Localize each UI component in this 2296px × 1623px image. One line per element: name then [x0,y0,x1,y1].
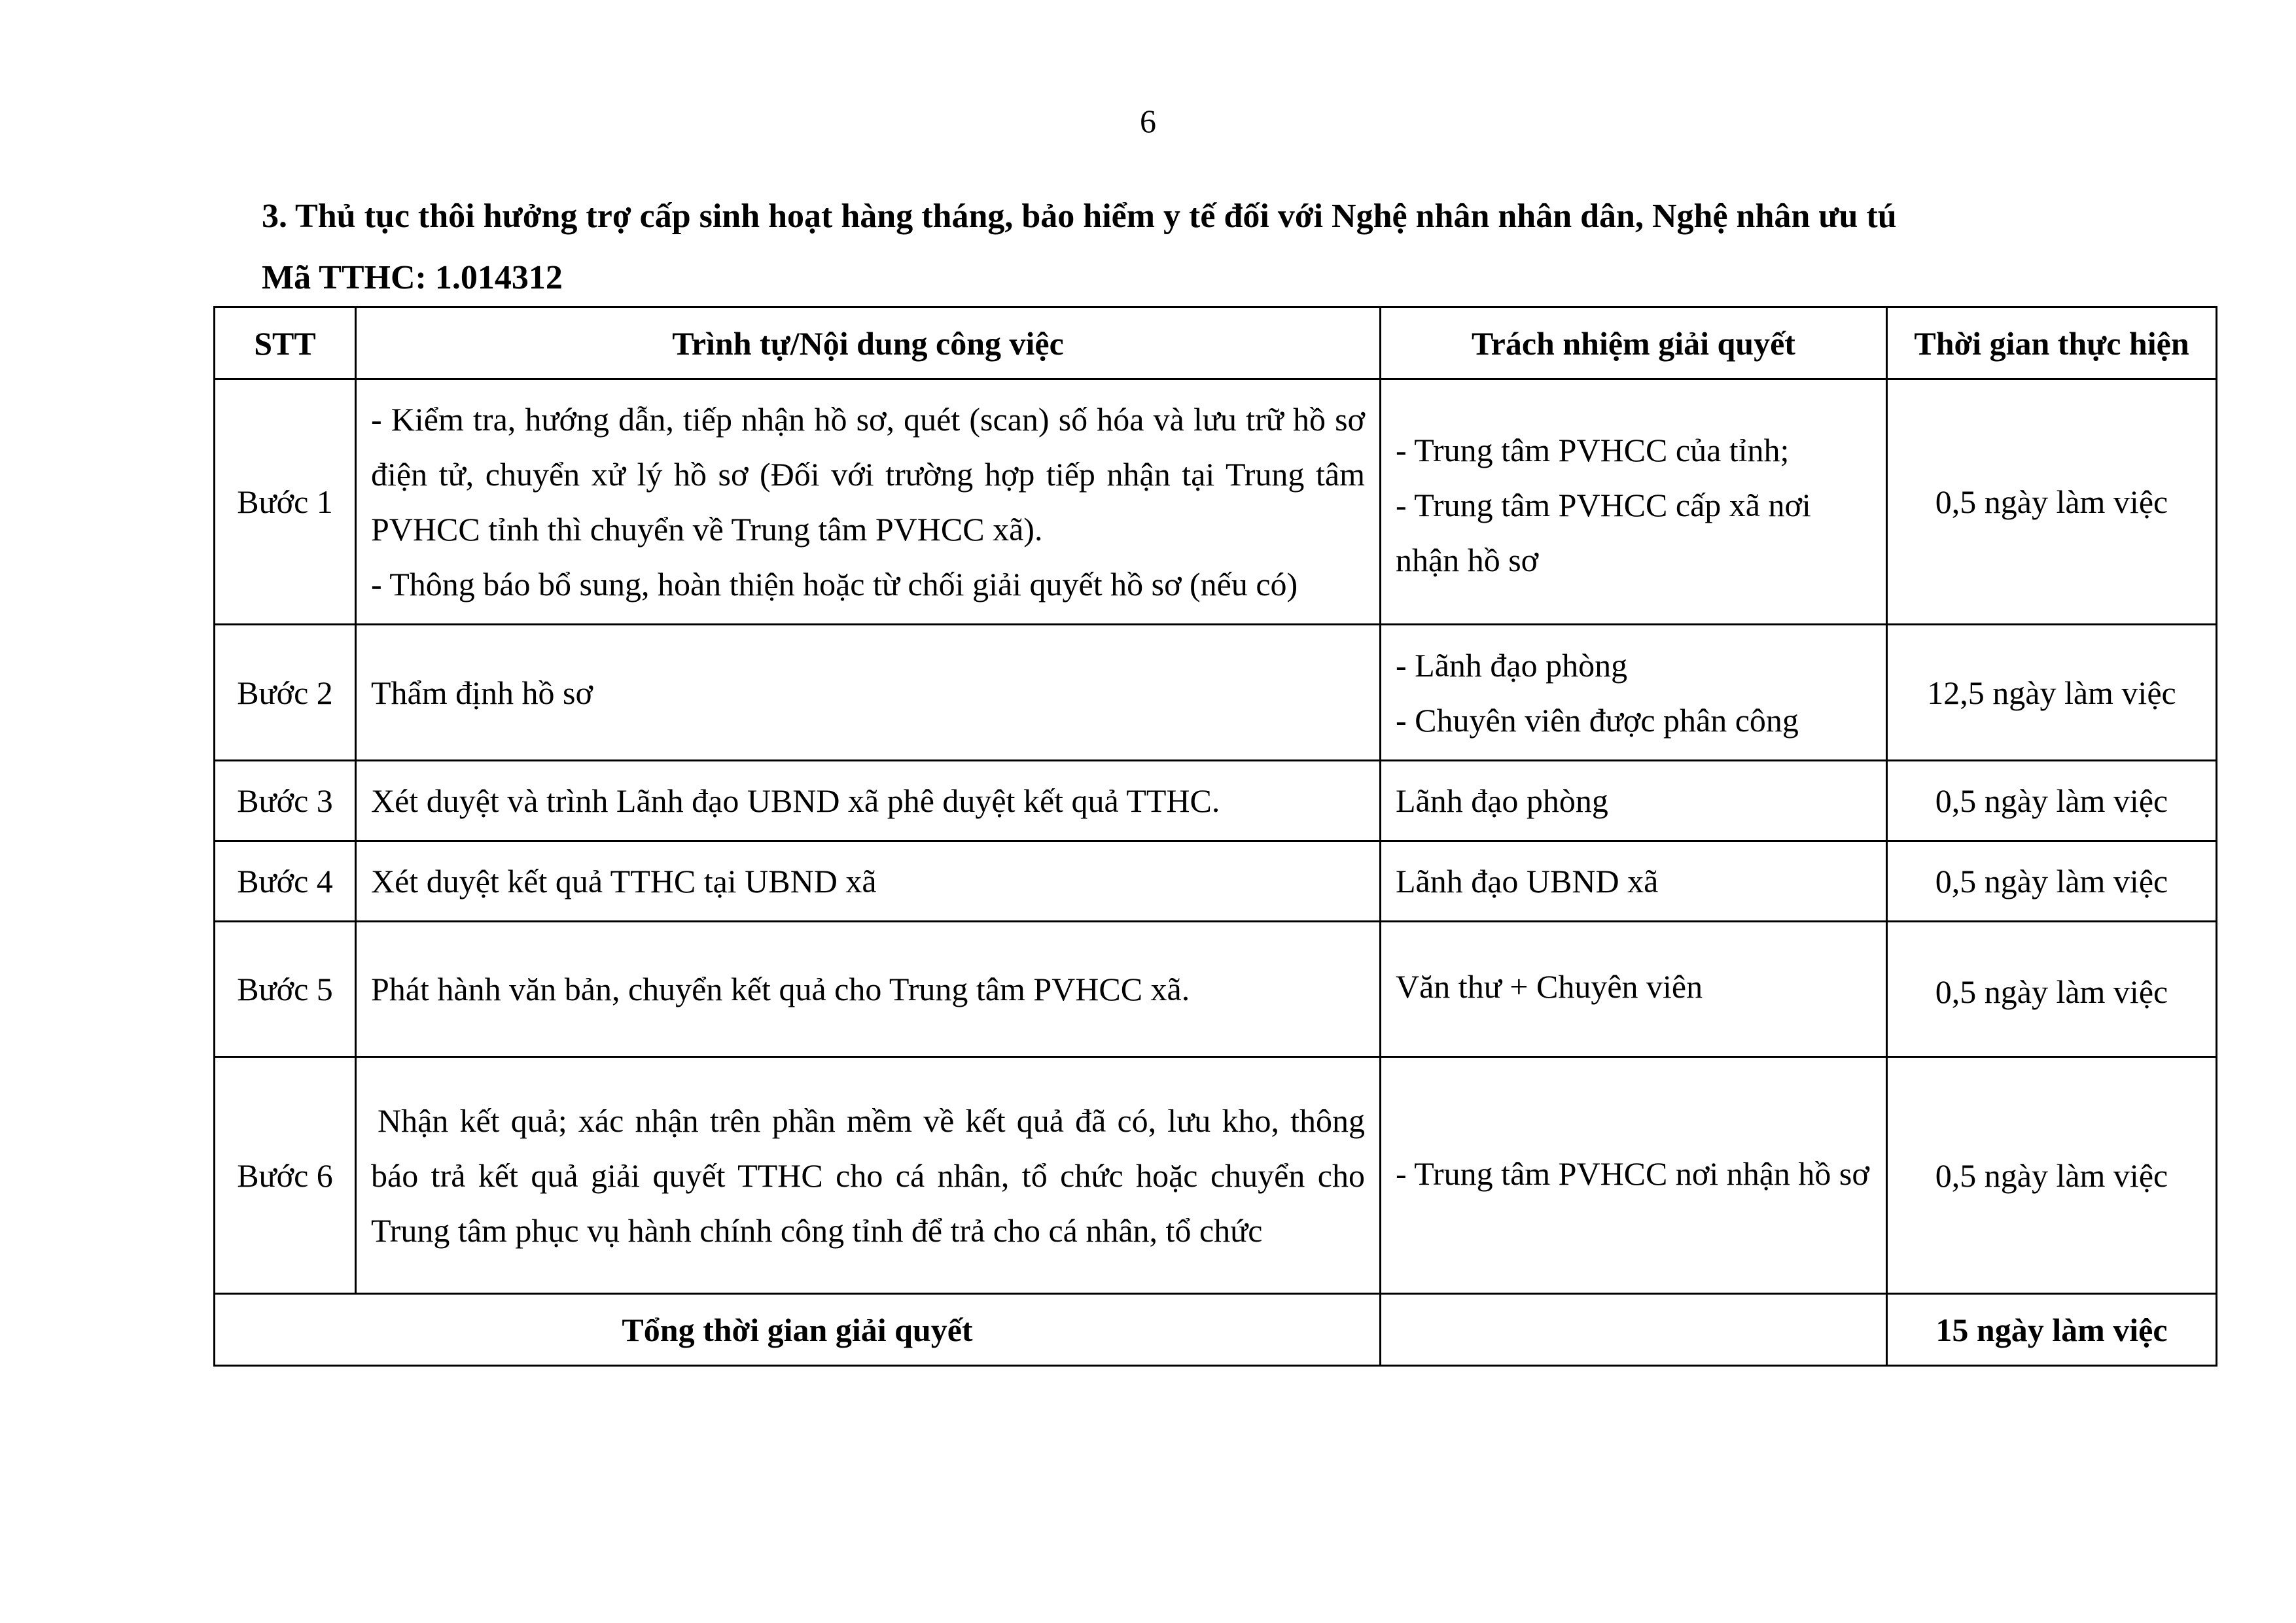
header-responsibility: Trách nhiệm giải quyết [1381,307,1887,379]
content-cell [356,841,1381,922]
step-cell: Bước 6 [215,1057,356,1294]
total-label: Tổng thời gian giải quyết [215,1294,1381,1366]
content-cell [356,379,1381,625]
time-cell: 0,5 ngày làm việc [1887,922,2217,1057]
responsibility-line: - Lãnh đạo phòng [1396,646,1628,684]
responsibility-line: Văn thư + Chuyên viên [1396,968,1703,1005]
step-cell: Bước 1 [215,379,356,625]
time-cell: 0,5 ngày làm việc [1887,379,2217,625]
step-cell: Bước 4 [215,841,356,922]
content-line: Thẩm định hồ sơ [371,674,593,711]
time-cell: 12,5 ngày làm việc [1887,625,2217,761]
page-number: 6 [1140,103,1156,139]
responsibility-line: - Trung tâm PVHCC nơi nhận hồ sơ [1396,1155,1869,1192]
responsibility-cell [1381,1057,1887,1294]
table-row [215,1057,2217,1294]
table-row [215,625,2217,761]
header-stt: STT [215,307,356,379]
total-row [215,1294,2217,1366]
content-cell [356,1057,1381,1294]
responsibility-line: - Trung tâm PVHCC của tỉnh; [1396,432,1790,468]
step-cell: Bước 2 [215,625,356,761]
responsibility-cell [1381,841,1887,922]
responsibility-line: Lãnh đạo UBND xã [1396,863,1659,899]
content-line: Phát hành văn bản, chuyển kết quả cho Trung tâm PVHCC xã. [371,971,1190,1007]
procedure-code: Mã TTHC: 1.014312 [262,259,563,296]
table-header-row [215,307,2217,379]
header-time: Thời gian thực hiện [1887,307,2217,379]
content-line: Xét duyệt và trình Lãnh đạo UBND xã phê duyệt kết quả TTHC. [371,782,1220,819]
responsibility-cell [1381,625,1887,761]
total-responsibility [1381,1294,1887,1366]
table-row [215,922,2217,1057]
content-line: Xét duyệt kết quả TTHC tại UBND xã [371,863,877,899]
responsibility-cell [1381,379,1887,625]
responsibility-line: Lãnh đạo phòng [1396,782,1608,819]
time-cell: 0,5 ngày làm việc [1887,1057,2217,1294]
content-cell [356,922,1381,1057]
content-line: - Thông báo bổ sung, hoàn thiện hoặc từ chối giải quyết hồ sơ (nếu có) [371,566,1298,602]
total-time: 15 ngày làm việc [1887,1294,2217,1366]
content-cell [356,761,1381,841]
step-cell: Bước 3 [215,761,356,841]
responsibility-line: - Trung tâm PVHCC cấp xã nơi nhận hồ sơ [1396,487,1811,578]
content-cell [356,625,1381,761]
content-line: Nhận kết quả; xác nhận trên phần mềm về kết quả đã có, lưu kho, thông báo trả kết quả giải quyết TTHC cho cá nhân, tổ chức hoặc chuyển cho Trung tâm phục vụ hành chính công tỉnh để trả cho cá nhân, tổ chức [371,1102,1365,1249]
content-line: - Kiểm tra, hướng dẫn, tiếp nhận hồ sơ, quét (scan) số hóa và lưu trữ hồ sơ điện tử, chuyển xử lý hồ sơ (Đối với trường hợp tiếp nhận tại Trung tâm PVHCC tỉnh thì chuyển về Trung tâm PVHCC xã). [371,401,1365,548]
table-row [215,761,2217,841]
table-row [215,841,2217,922]
header-content: Trình tự/Nội dung công việc [356,307,1381,379]
responsibility-line: - Chuyên viên được phân công [1396,701,1799,739]
table-row [215,379,2217,625]
responsibility-cell [1381,761,1887,841]
step-cell: Bước 5 [215,922,356,1057]
responsibility-cell [1381,922,1887,1057]
procedure-title: 3. Thủ tục thôi hưởng trợ cấp sinh hoạt hàng tháng, bảo hiểm y tế đối với Nghệ nhân nhân dân, Nghệ nhân ưu tú [262,198,1897,235]
time-cell: 0,5 ngày làm việc [1887,761,2217,841]
time-cell: 0,5 ngày làm việc [1887,841,2217,922]
procedure-table [213,306,2217,1367]
